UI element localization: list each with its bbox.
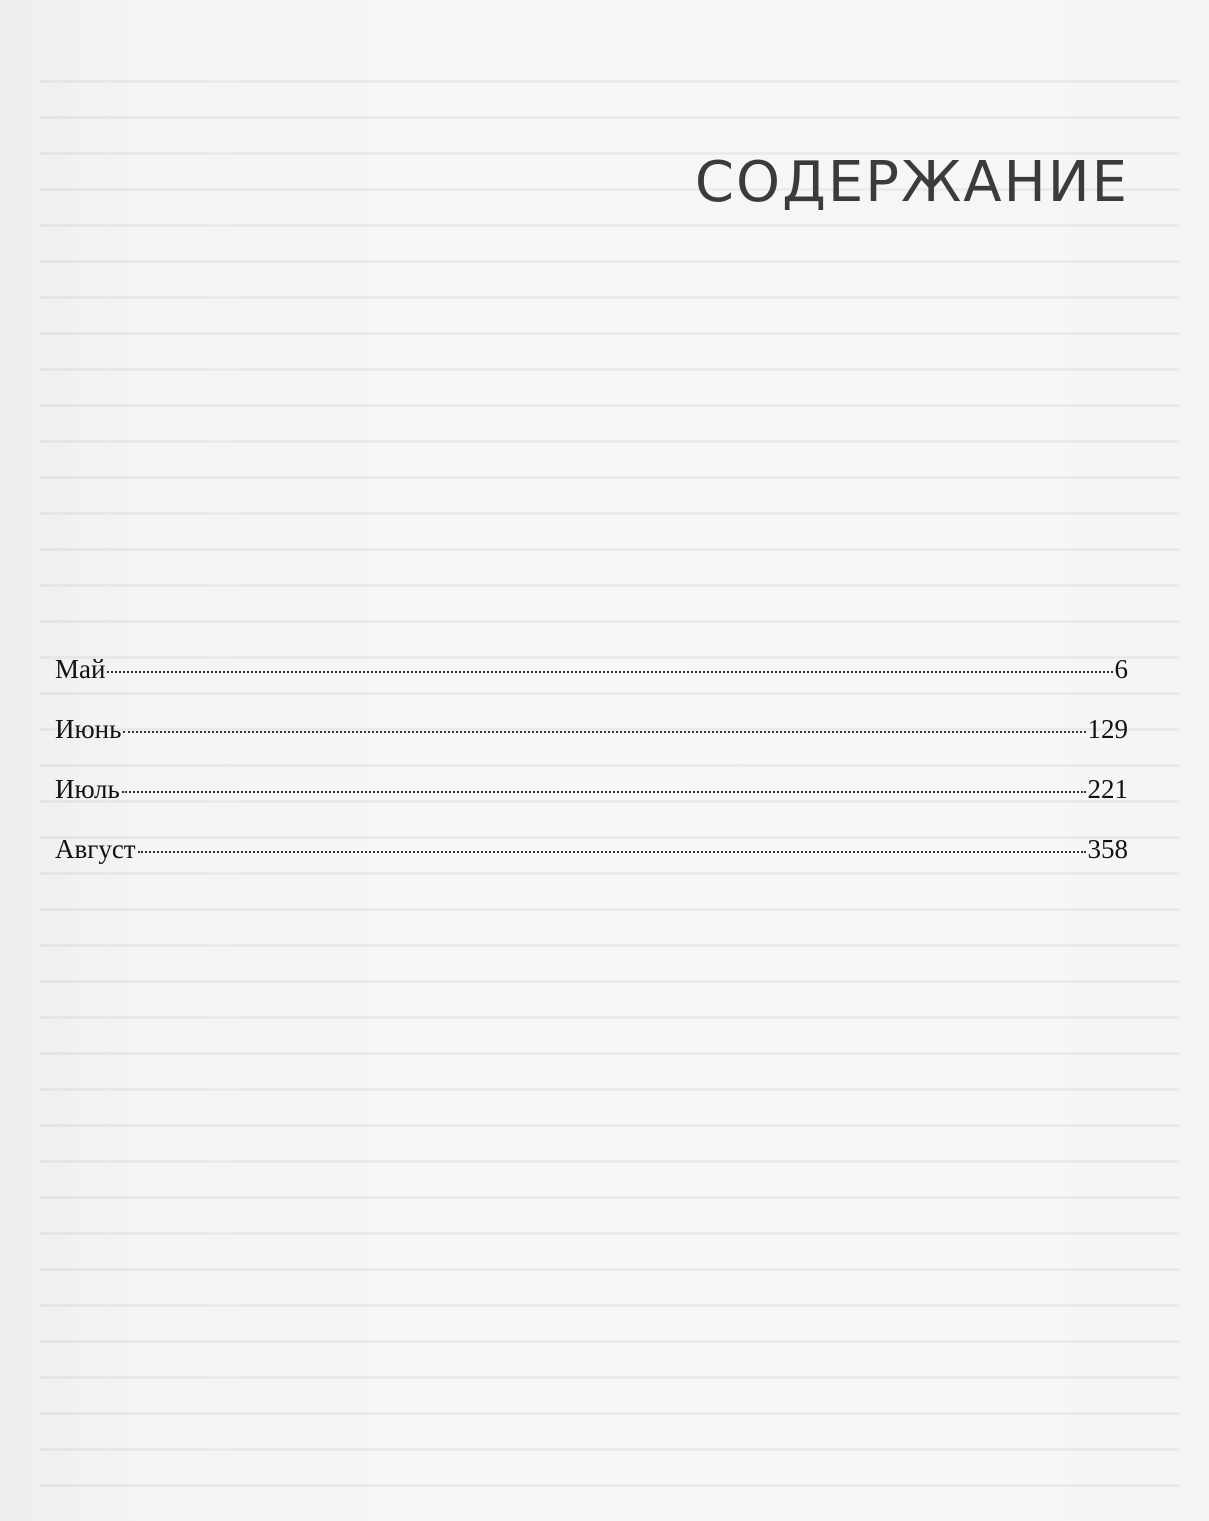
toc-entry-page: 221 [1087, 774, 1128, 804]
toc-entry-page: 129 [1087, 714, 1128, 744]
table-of-contents [55, 654, 1128, 894]
toc-entry-june [55, 714, 1128, 774]
toc-entry-title: Июнь [55, 714, 122, 744]
toc-entry-title: Май [55, 654, 106, 684]
dot-leader [122, 791, 1086, 793]
toc-entry-page: 358 [1087, 834, 1128, 864]
toc-entry-july [55, 774, 1128, 834]
dot-leader [138, 851, 1086, 853]
toc-entry-title: Июль [55, 774, 120, 804]
toc-entry-title: Август [55, 834, 136, 864]
toc-entry-page: 6 [1114, 654, 1128, 684]
toc-entry-august [55, 834, 1128, 894]
dot-leader [123, 731, 1085, 733]
page-heading: СОДЕРЖАНИЕ [694, 150, 1129, 215]
dot-leader [107, 671, 1112, 673]
toc-entry-may [55, 654, 1128, 714]
